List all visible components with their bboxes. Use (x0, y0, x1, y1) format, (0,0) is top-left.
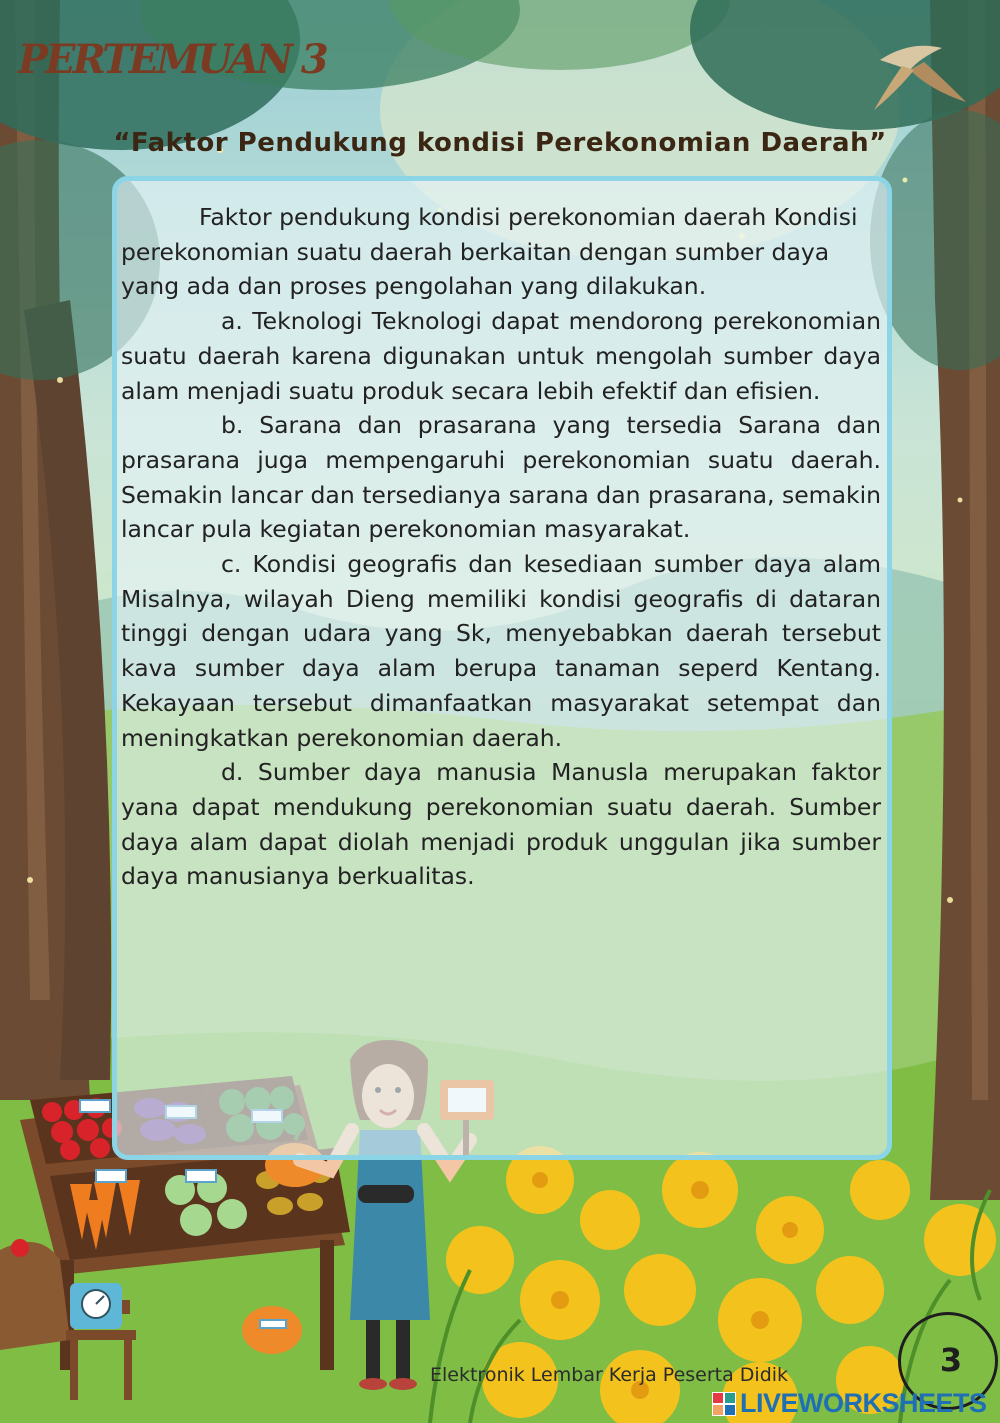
point-c-paragraph: c. Kondisi geografis dan kesediaan sumber daya alam Misalnya, wilayah Dieng memiliki kondisi geografis di dataran tinggi dengan udara yang Sk, menyebabkan daerah tersebut kava sumber daya alam berupa tanaman seperd Kentang. Kekayaan tersebut dimanfaatkan masyarakat setempat dan meningkatkan perekonomian daerah. (121, 550, 881, 752)
point-d-paragraph: d. Sumber daya manusia Manusla merupakan faktor yana dapat mendukung perekonomian suatu daerah. Sumber daya alam dapat diolah menjadi produk unggulan jika sumber daya manusianya berkualitas. (121, 758, 881, 891)
point-b-paragraph: b. Sarana dan prasarana yang tersedia Sarana dan prasarana juga mempengaruhi perekonomian suatu daerah. Semakin lancar dan tersedianya sarana dan prasarana, semakin lancar pula kegiatan perekonomian masyarakat. (121, 411, 881, 544)
content-text (121, 200, 881, 894)
page-subtitle: “Faktor Pendukung kondisi Perekonomian Daerah” (113, 128, 887, 158)
footer-caption: Elektronik Lembar Kerja Peserta Didik (430, 1364, 789, 1386)
liveworksheets-text: LIVEWORKSHEETS (740, 1388, 987, 1418)
page-title: PERTEMUAN 3 (18, 36, 326, 83)
intro-paragraph: Faktor pendukung kondisi perekonomian daerah Kondisi perekonomian suatu daerah berkaitan dengan sumber daya yang ada dan proses pengolahan yang dilakukan. (121, 203, 858, 301)
liveworksheets-logo-icon (712, 1392, 736, 1416)
point-a-paragraph: a. Teknologi Teknologi dapat mendorong perekonomian suatu daerah karena digunakan untuk mengolah sumber daya alam menjadi suatu produk secara lebih efektif dan efisien. (121, 307, 881, 405)
page-number: 3 (939, 1341, 963, 1379)
